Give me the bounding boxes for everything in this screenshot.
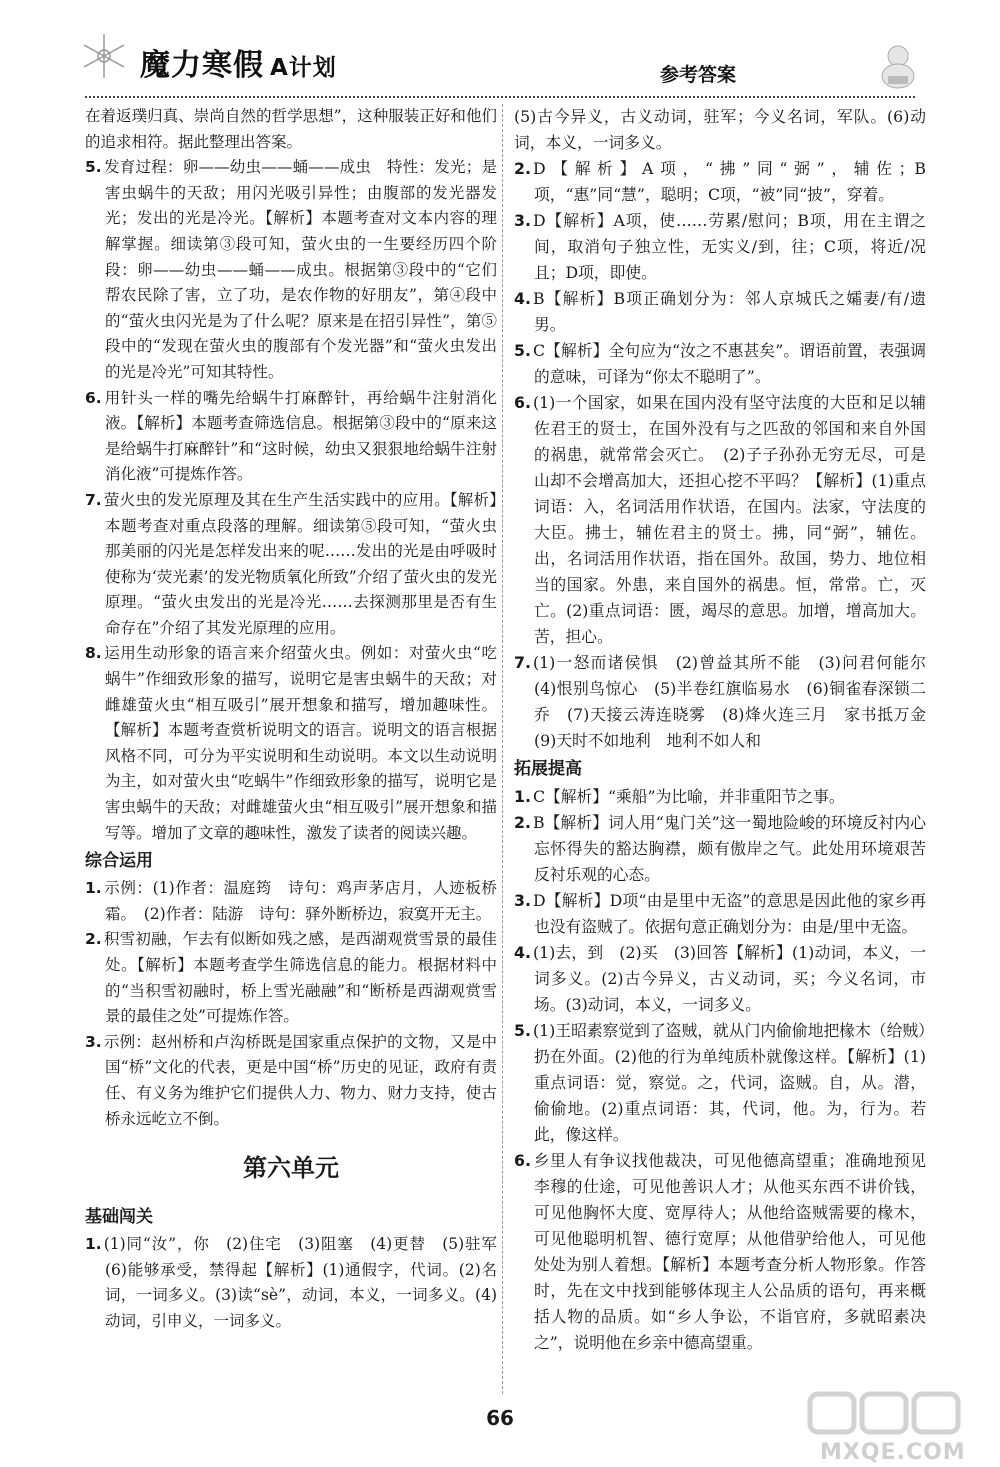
snowman-logo-icon — [870, 36, 926, 92]
page-header — [0, 0, 1000, 100]
answer-text: 积雪初融，乍去有似断如残之感，是西湖观赏雪景的最佳处。【解析】本题考查学生筛选信息的能力。根据材料中的“当积雪初融时，桥上雪光融融”和“断桥是西湖观赏雪景的最佳之处”可提炼作答。 — [103, 930, 497, 1026]
page-number: 66 — [486, 1406, 514, 1430]
answer-item — [85, 641, 497, 846]
answer-text: 运用生动形象的语言来介绍萤火虫。例如：对萤火虫“吃蜗牛”作细致形象的描写，说明它是害虫蜗牛的天敌；对雌雄萤火虫“相互吸引”展开想象和描写，增加趣味性。【解析】本题考查赏析说明文的语言。说明文的语言根据风格不同，可分为平实说明和生动说明。本文以生动说明为主，如对萤火虫“吃蜗牛”作细致形象的描写，说明它是害虫蜗牛的天敌；对雌雄萤火虫“相互吸引”展开想象和描写等。增加了文章的趣味性，激发了读者的阅读兴趣。 — [103, 644, 497, 842]
column-divider — [502, 104, 503, 1394]
answer-item — [514, 784, 926, 810]
question-number: 6. — [85, 388, 102, 407]
left-column — [85, 104, 513, 1335]
question-number: 4. — [514, 289, 531, 308]
question-number: 2. — [514, 813, 531, 832]
answer-item — [514, 156, 926, 208]
unit-title: 第六单元 — [243, 1154, 339, 1183]
answer-item — [514, 338, 926, 390]
section-heading: 综合运用 — [85, 851, 153, 872]
answer-text: 乡里人有争议找他裁决，可见他德高望重；准确地预见李穆的仕途，可见他善识人才；从他买东西不讲价钱，可见他胸怀大度、宽厚待人；从他给盗贼需要的椽木，可见他聪明机智、德行宽厚；从他借驴给他人，可见他处处为别人着想。【解析】本题考查分析人物形象。作答时，先在文中找到能够体现主人公品质的语句，再来概括人物的品质。如“乡人争讼，不诣官府，多就昭素决之”，说明他在乡亲中德高望重。 — [532, 1151, 926, 1352]
question-number: 6. — [514, 393, 531, 412]
answer-item — [514, 390, 926, 650]
paragraph: 在着返璞归真、崇尚自然的哲学思想”，这种服装正好和他们的追求相符。据此整理出答案。 — [85, 107, 497, 151]
question-number: 2. — [85, 930, 102, 949]
question-number: 7. — [514, 653, 531, 672]
brand-title — [140, 40, 337, 84]
answer-text: 示例：赵州桥和卢沟桥既是国家重点保护的文物，又是中国“桥”文化的代表，更是中国“桥”历史的见证，政府有责任、有义务为维护它们提供人力、物力、财力支持，使古桥永远屹立不倒。 — [103, 1032, 497, 1128]
question-number: 2. — [514, 159, 531, 178]
answer-text: B【解析】B项正确划分为：邻人京城氏之孀妻/有/遗男。 — [532, 289, 926, 334]
answer-text: 用针头一样的嘴先给蜗牛打麻醉针，再给蜗牛注射消化液。【解析】本题考查筛选信息。根据第③段中的“原来这是给蜗牛打麻醉针”和“这时候，幼虫又狠狠地给蜗牛注射消化液”可提炼作答。 — [103, 388, 497, 484]
question-number: 3. — [85, 1032, 102, 1051]
answer-item — [514, 208, 926, 286]
answer-item — [514, 940, 926, 1018]
answer-item — [85, 927, 497, 1029]
question-number: 5. — [514, 1021, 531, 1040]
question-number: 3. — [514, 891, 531, 910]
answer-text: B【解析】词人用“鬼门关”这一蜀地险峻的环境反衬内心忘怀得失的豁达胸襟，颇有傲岸之气。此处用环境艰苦反衬乐观的心态。 — [532, 813, 926, 884]
question-number: 6. — [514, 1151, 531, 1170]
answer-text: C【解析】全句应为“汝之不惠甚矣”。谓语前置，表强调的意味，可译为“你太不聪明了”。 — [532, 341, 926, 386]
answer-text: (1)王昭素察觉到了盗贼，就从门内偷偷地把椽木（给贼）扔在外面。(2)他的行为单纯质朴就像这样。【解析】(1)重点词语：觉，察觉。之，代词，盗贼。自，从。潜，偷偷地。(2)重点词语：其，代词，他。为，行为。若此，像这样。 — [532, 1021, 926, 1144]
answer-item — [85, 488, 497, 642]
answer-item — [514, 888, 926, 940]
answer-item — [514, 650, 942, 754]
question-number: 1. — [514, 787, 531, 806]
answer-text: (1)同“汝”，你 (2)住宅 (3)阻塞 (4)更替 (5)驻军 (6)能够承受，禁得起【解析】(1)通假字，代词。(2)名词，一词多义。(3)读“sè”，动词，本义，一词多义。(4)动词，引申义，一词多义。 — [103, 1235, 513, 1330]
answer-text: D【解析】A项，“拂”同“弼”，辅佐；B项，“惠”同“慧”，聪明；C项，“被”同“披”，穿着。 — [532, 159, 926, 204]
right-column — [514, 104, 942, 1356]
answer-item — [85, 386, 497, 488]
question-number: 3. — [514, 211, 531, 230]
answer-text: D【解析】A项，使……劳累/慰问；B项，用在主谓之间，取消句子独立性，无实义/到，往；C项，将近/况且；D项，即使。 — [532, 211, 926, 282]
paragraph: (5)古今异义，古义动词，驻军；今义名词，军队。(6)动词，本义，一词多义。 — [514, 107, 926, 152]
answer-item — [514, 286, 926, 338]
question-number: 5. — [514, 341, 531, 360]
answer-text: 萤火虫的发光原理及其在生产生活实践中的应用。【解析】本题考查对重点段落的理解。细读第⑤段可知，“萤火虫那美丽的闪光是怎样发出来的呢……发出的光是由呼吸时使称为‘荧光素’的发光物质氧化所致”介绍了萤火虫的发光原理。“萤火虫发出的光是冷光……去探测那里是否有生命存在”介绍了其发光原理的应用。 — [103, 490, 497, 637]
question-number: 4. — [514, 943, 531, 962]
section-title: 参考答案 — [660, 64, 737, 86]
answer-text: (1)一个国家，如果在国内没有坚守法度的大臣和足以辅佐君王的贤士，在国外没有与之匹敌的邻国和来自外国的祸患，就常常会灭亡。 (2)子子孙孙无穷无尽，可是山却不会增高加大，还担心挖不平吗？【解析】(1)重点词语：入，名词活用作状语，在国内。法家，守法度的大臣。拂士，辅佐君主的贤士。拂，同“弼”，辅佐。出，名词活用作状语，指在国外。敌国，势力、地位相当的国家。外患，来自国外的祸患。恒，常常。亡，灭亡。(2)重点词语：匮，竭尽的意思。加增，增高加大。苦，担心。 — [532, 393, 926, 646]
question-number: 5. — [85, 158, 102, 177]
question-number: 1. — [85, 879, 102, 898]
answer-text: (1)一怒而诸侯惧 (2)曾益其所不能 (3)问君何能尔 (4)恨别鸟惊心 (5)半卷红旗临易水 (6)铜雀春深锁二乔 (7)天接云涛连晓雾 (8)烽火连三月 家书抵万金 (9)天时不如地利 地利不如人和 — [532, 653, 942, 750]
answer-item — [85, 1030, 497, 1132]
answer-item — [85, 1232, 513, 1334]
answer-text: (1)去，到 (2)买 (3)回答【解析】(1)动词，本义，一词多义。(2)古今异义，古义动词，买；今义名词，市场。(3)动词，本义，一词多义。 — [532, 943, 926, 1014]
question-number: 1. — [85, 1235, 102, 1254]
brand-subtitle: A计划 — [270, 55, 337, 81]
watermark-text: MXQE.COM — [820, 1440, 966, 1465]
answer-item — [85, 155, 497, 385]
answer-text: C【解析】“乘船”为比喻，并非重阳节之事。 — [532, 787, 845, 806]
section-heading: 拓展提高 — [514, 759, 582, 779]
answer-text: D【解析】D项“由是里中无盗”的意思是因此他的家乡再也没有盗贼了。依据句意正确划分为：由是/里中无盗。 — [532, 891, 926, 936]
snowflake-logo-icon — [78, 30, 130, 82]
answer-item — [514, 1018, 926, 1148]
section-heading: 基础闯关 — [85, 1207, 153, 1228]
answer-text: 发育过程：卵——幼虫——蛹——成虫 特性：发光；是害虫蜗牛的天敌；用闪光吸引异性；由腹部的发光器发光；发出的光是冷光。【解析】本题考查对文本内容的理解掌握。细读第③段可知，萤火虫的一生要经历四个阶段：卵——幼虫——蛹——成虫。根据第③段中的“它们帮农民除了害，立了功，是农作物的好朋友”，第④段中的“萤火虫闪光是为了什么呢？原来是在招引异性”，第⑤段中的“发现在萤火虫的腹部有个发光器”和“萤火虫发出的光是冷光”可知其特性。 — [103, 158, 497, 381]
answer-text: 示例：(1)作者：温庭筠 诗句：鸡声茅店月，人迹板桥霜。 (2)作者：陆游 诗句：驿外断桥边，寂寞开无主。 — [103, 879, 497, 923]
answer-item — [85, 876, 497, 927]
header-rule — [85, 96, 915, 98]
question-number: 7. — [85, 490, 102, 509]
question-number: 8. — [85, 644, 102, 663]
brand-name: 魔力寒假 — [140, 48, 264, 83]
answer-item — [514, 1148, 926, 1356]
answer-item — [514, 810, 926, 888]
